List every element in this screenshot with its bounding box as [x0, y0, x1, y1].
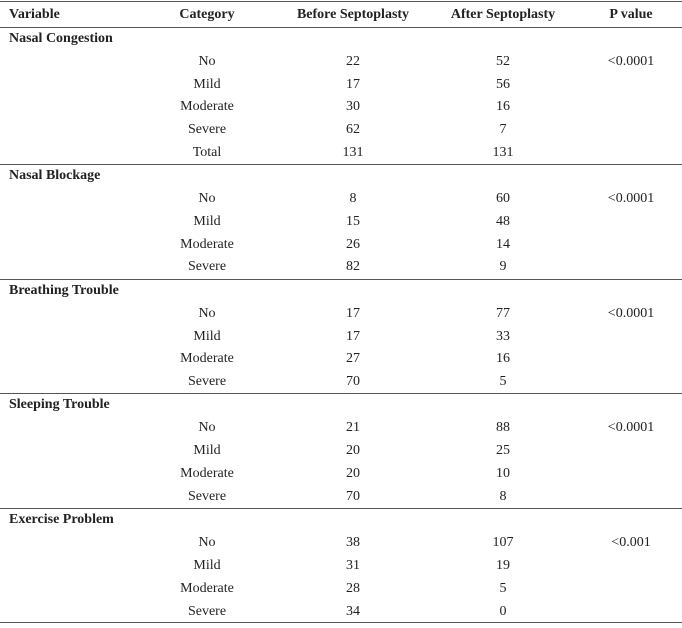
table-row — [0, 604, 682, 624]
cell-before: 34 — [346, 604, 360, 619]
cell-after: 14 — [496, 237, 510, 252]
cell-category: Severe — [187, 122, 227, 137]
cell-after: 9 — [499, 259, 507, 274]
cell-after: 52 — [496, 54, 510, 69]
group-divider — [0, 622, 682, 623]
cell-before: 20 — [346, 466, 360, 481]
cell-category: Mild — [193, 77, 221, 92]
cell-before: 26 — [346, 237, 360, 252]
cell-category: Moderate — [180, 351, 234, 366]
cell-category: Severe — [187, 604, 227, 619]
cell-before: 62 — [346, 122, 360, 137]
group-label: Nasal Blockage — [9, 168, 101, 183]
table-row — [0, 214, 682, 234]
cell-after: 56 — [496, 77, 510, 92]
cell-before: 17 — [346, 329, 360, 344]
header-variable: Variable — [9, 7, 60, 22]
cell-before: 8 — [349, 191, 357, 206]
table-row — [0, 558, 682, 578]
cell-before: 27 — [346, 351, 360, 366]
group-divider — [0, 279, 682, 280]
cell-before: 15 — [346, 214, 360, 229]
header-pvalue: P value — [609, 7, 653, 22]
cell-after: 48 — [496, 214, 510, 229]
cell-before: 31 — [346, 558, 360, 573]
table-row — [0, 374, 682, 394]
group-label: Exercise Problem — [9, 512, 114, 527]
table-row — [0, 259, 682, 279]
table-row — [0, 237, 682, 257]
cell-after: 25 — [496, 443, 510, 458]
cell-before: 38 — [346, 535, 360, 550]
table-row — [0, 489, 682, 509]
cell-category: Severe — [187, 489, 227, 504]
cell-before: 131 — [342, 145, 364, 160]
table-row — [0, 466, 682, 486]
table-row — [0, 122, 682, 142]
group-label: Nasal Congestion — [9, 31, 113, 46]
cell-after: 8 — [499, 489, 507, 504]
table-row — [0, 99, 682, 119]
cell-after: 77 — [496, 306, 510, 321]
group-divider — [0, 508, 682, 509]
cell-category: Moderate — [180, 99, 234, 114]
cell-after: 107 — [492, 535, 514, 550]
cell-after: 16 — [496, 99, 510, 114]
cell-category: Moderate — [180, 237, 234, 252]
table-row — [0, 306, 682, 326]
cell-after: 88 — [496, 420, 510, 435]
table-row — [0, 581, 682, 601]
cell-before: 82 — [346, 259, 360, 274]
cell-pvalue: <0.0001 — [607, 306, 655, 321]
cell-before: 28 — [346, 581, 360, 596]
top-rule — [0, 1, 682, 2]
cell-after: 60 — [496, 191, 510, 206]
group-label: Breathing Trouble — [9, 283, 119, 298]
cell-before: 22 — [346, 54, 360, 69]
table-row — [0, 443, 682, 463]
cell-pvalue: <0.001 — [611, 535, 651, 550]
cell-after: 0 — [499, 604, 507, 619]
cell-after: 19 — [496, 558, 510, 573]
cell-after: 5 — [499, 581, 507, 596]
table-row — [0, 77, 682, 97]
cell-category: No — [198, 191, 216, 206]
cell-category: Moderate — [180, 581, 234, 596]
header-before: Before Septoplasty — [296, 7, 410, 22]
header-after: After Septoplasty — [450, 7, 556, 22]
cell-before: 20 — [346, 443, 360, 458]
table-row — [0, 54, 682, 74]
cell-after: 7 — [499, 122, 507, 137]
cell-category: Mild — [193, 443, 221, 458]
cell-after: 5 — [499, 374, 507, 389]
cell-category: No — [198, 535, 216, 550]
cell-category: Severe — [187, 259, 227, 274]
table-row — [0, 145, 682, 165]
cell-pvalue: <0.0001 — [607, 191, 655, 206]
header-category: Category — [179, 7, 235, 22]
table-row — [0, 351, 682, 371]
cell-category: No — [198, 54, 216, 69]
header-rule — [0, 27, 682, 28]
group-divider — [0, 164, 682, 165]
cell-category: Mild — [193, 329, 221, 344]
cell-category: Severe — [187, 374, 227, 389]
table-row — [0, 329, 682, 349]
cell-before: 21 — [346, 420, 360, 435]
cell-category: Mild — [193, 558, 221, 573]
table-row — [0, 535, 682, 555]
cell-category: No — [198, 306, 216, 321]
table-row — [0, 420, 682, 440]
cell-before: 30 — [346, 99, 360, 114]
cell-category: No — [198, 420, 216, 435]
group-divider — [0, 393, 682, 394]
cell-before: 70 — [346, 489, 360, 504]
cell-after: 33 — [496, 329, 510, 344]
cell-category: Mild — [193, 214, 221, 229]
table-row — [0, 191, 682, 211]
cell-after: 16 — [496, 351, 510, 366]
cell-before: 17 — [346, 306, 360, 321]
cell-after: 10 — [496, 466, 510, 481]
cell-pvalue: <0.0001 — [607, 54, 655, 69]
cell-after: 131 — [492, 145, 514, 160]
cell-pvalue: <0.0001 — [607, 420, 655, 435]
cell-before: 17 — [346, 77, 360, 92]
cell-category: Moderate — [180, 466, 234, 481]
group-label: Sleeping Trouble — [9, 397, 110, 412]
cell-before: 70 — [346, 374, 360, 389]
cell-category: Total — [192, 145, 222, 160]
